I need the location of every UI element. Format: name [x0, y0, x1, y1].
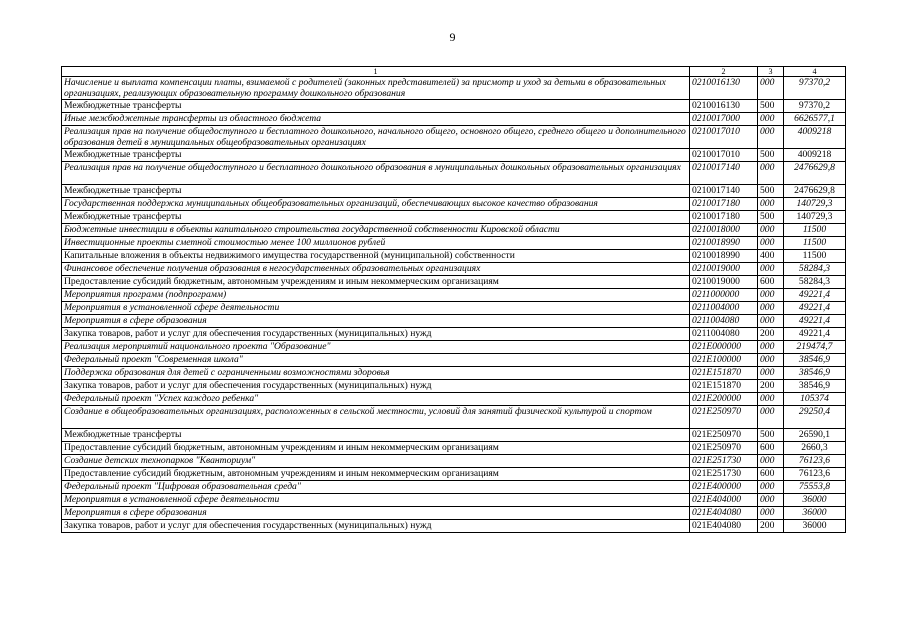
name-cell: Предоставление субсидий бюджетным, автономным учреждениям и иным некоммерческим организациям — [62, 468, 690, 481]
code-cell: 0210017140 — [690, 185, 758, 198]
code-cell: 0210019000 — [690, 276, 758, 289]
code-cell: 021E250970 — [690, 406, 758, 429]
sum-cell: 49221,4 — [784, 315, 846, 328]
name-cell: Мероприятия в установленной сфере деятельности — [62, 302, 690, 315]
name-cell: Реализация мероприятий национального проекта "Образование" — [62, 341, 690, 354]
name-cell: Межбюджетные трансферты — [62, 211, 690, 224]
code-cell: 0210017180 — [690, 211, 758, 224]
sum-cell: 36000 — [784, 507, 846, 520]
code-cell: 021E400000 — [690, 481, 758, 494]
table-row — [62, 429, 846, 442]
name-cell: Межбюджетные трансферты — [62, 429, 690, 442]
sum-cell: 4009218 — [784, 149, 846, 162]
table-row — [62, 237, 846, 250]
code-cell: 0211000000 — [690, 289, 758, 302]
sum-cell: 58284,3 — [784, 263, 846, 276]
kvr-cell: 500 — [758, 185, 784, 198]
kvr-cell: 000 — [758, 393, 784, 406]
budget-table — [61, 66, 846, 533]
name-cell: Финансовое обеспечение получения образования в негосударственных образовательных организациях — [62, 263, 690, 276]
code-cell: 021E200000 — [690, 393, 758, 406]
sum-cell: 29250,4 — [784, 406, 846, 429]
name-cell: Создание детских технопарков "Кванториум" — [62, 455, 690, 468]
kvr-cell: 400 — [758, 250, 784, 263]
sum-cell: 2476629,8 — [784, 162, 846, 185]
sum-cell: 11500 — [784, 237, 846, 250]
code-cell: 021E151870 — [690, 380, 758, 393]
header-row — [62, 67, 846, 77]
table-row — [62, 149, 846, 162]
name-cell: Закупка товаров, работ и услуг для обеспечения государственных (муниципальных) нужд — [62, 520, 690, 533]
sum-cell: 140729,3 — [784, 198, 846, 211]
code-cell: 0210017010 — [690, 126, 758, 149]
sum-cell: 36000 — [784, 520, 846, 533]
code-cell: 0210018990 — [690, 250, 758, 263]
kvr-cell: 000 — [758, 77, 784, 100]
code-cell: 021E000000 — [690, 341, 758, 354]
sum-cell: 6626577,1 — [784, 113, 846, 126]
sum-cell: 97370,2 — [784, 100, 846, 113]
kvr-cell: 600 — [758, 276, 784, 289]
kvr-cell: 600 — [758, 442, 784, 455]
table-row — [62, 380, 846, 393]
code-cell: 021E404080 — [690, 507, 758, 520]
header-cell-name: 1 — [62, 67, 690, 77]
code-cell: 0211004080 — [690, 315, 758, 328]
code-cell: 0211004080 — [690, 328, 758, 341]
code-cell: 0210017000 — [690, 113, 758, 126]
table-row — [62, 520, 846, 533]
table-row — [62, 367, 846, 380]
kvr-cell: 000 — [758, 224, 784, 237]
name-cell: Федеральный проект "Современная школа" — [62, 354, 690, 367]
table-row — [62, 276, 846, 289]
code-cell: 0210018990 — [690, 237, 758, 250]
kvr-cell: 200 — [758, 328, 784, 341]
table-row — [62, 354, 846, 367]
sum-cell: 38546,9 — [784, 367, 846, 380]
table-row — [62, 455, 846, 468]
header-cell-code: 2 — [690, 67, 758, 77]
table-row — [62, 494, 846, 507]
code-cell: 021E251730 — [690, 468, 758, 481]
sum-cell: 49221,4 — [784, 328, 846, 341]
table-row — [62, 250, 846, 263]
sum-cell: 2660,3 — [784, 442, 846, 455]
kvr-cell: 500 — [758, 100, 784, 113]
page-number: 9 — [449, 30, 456, 44]
code-cell: 0210017180 — [690, 198, 758, 211]
table-row — [62, 100, 846, 113]
sum-cell: 76123,6 — [784, 468, 846, 481]
table-body — [62, 77, 846, 533]
code-cell: 0210018000 — [690, 224, 758, 237]
table-row — [62, 224, 846, 237]
table-row — [62, 507, 846, 520]
sum-cell: 36000 — [784, 494, 846, 507]
kvr-cell: 000 — [758, 113, 784, 126]
kvr-cell: 000 — [758, 367, 784, 380]
sum-cell: 38546,9 — [784, 354, 846, 367]
sum-cell: 58284,3 — [784, 276, 846, 289]
table-row — [62, 481, 846, 494]
sum-cell: 11500 — [784, 224, 846, 237]
kvr-cell: 200 — [758, 380, 784, 393]
table-row — [62, 468, 846, 481]
sum-cell: 49221,4 — [784, 289, 846, 302]
name-cell: Предоставление субсидий бюджетным, автономным учреждениям и иным некоммерческим организациям — [62, 276, 690, 289]
name-cell: Закупка товаров, работ и услуг для обеспечения государственных (муниципальных) нужд — [62, 328, 690, 341]
kvr-cell: 500 — [758, 211, 784, 224]
sum-cell: 38546,9 — [784, 380, 846, 393]
name-cell: Федеральный проект "Цифровая образовательная среда" — [62, 481, 690, 494]
sum-cell: 11500 — [784, 250, 846, 263]
sum-cell: 219474,7 — [784, 341, 846, 354]
code-cell: 0210019000 — [690, 263, 758, 276]
table-row — [62, 162, 846, 185]
name-cell: Мероприятия в установленной сфере деятельности — [62, 494, 690, 507]
code-cell: 021E151870 — [690, 367, 758, 380]
kvr-cell: 000 — [758, 406, 784, 429]
name-cell: Государственная поддержка муниципальных общеобразовательных организаций, обеспечивающих высокое качество образования — [62, 198, 690, 211]
kvr-cell: 000 — [758, 126, 784, 149]
sum-cell: 97370,2 — [784, 77, 846, 100]
name-cell: Межбюджетные трансферты — [62, 100, 690, 113]
kvr-cell: 500 — [758, 429, 784, 442]
name-cell: Начисление и выплата компенсации платы, взимаемой с родителей (законных представителей) за присмотр и уход за детьми в образовательных организациях, реализующих образовательную программу дошкольного образования — [62, 77, 690, 100]
table-row — [62, 393, 846, 406]
code-cell: 021E250970 — [690, 429, 758, 442]
table-row — [62, 185, 846, 198]
sum-cell: 49221,4 — [784, 302, 846, 315]
code-cell: 0210017010 — [690, 149, 758, 162]
code-cell: 0210017140 — [690, 162, 758, 185]
kvr-cell: 000 — [758, 302, 784, 315]
kvr-cell: 500 — [758, 149, 784, 162]
code-cell: 0211004000 — [690, 302, 758, 315]
sum-cell: 140729,3 — [784, 211, 846, 224]
name-cell: Мероприятия программ (подпрограмм) — [62, 289, 690, 302]
kvr-cell: 000 — [758, 237, 784, 250]
kvr-cell: 200 — [758, 520, 784, 533]
name-cell: Инвестиционные проекты сметной стоимостью менее 100 миллионов рублей — [62, 237, 690, 250]
table-row — [62, 341, 846, 354]
name-cell: Мероприятия в сфере образования — [62, 315, 690, 328]
code-cell: 021E100000 — [690, 354, 758, 367]
code-cell: 021E404080 — [690, 520, 758, 533]
kvr-cell: 000 — [758, 481, 784, 494]
kvr-cell: 000 — [758, 162, 784, 185]
kvr-cell: 000 — [758, 341, 784, 354]
name-cell: Мероприятия в сфере образования — [62, 507, 690, 520]
kvr-cell: 000 — [758, 354, 784, 367]
table-row — [62, 113, 846, 126]
kvr-cell: 000 — [758, 507, 784, 520]
kvr-cell: 600 — [758, 468, 784, 481]
kvr-cell: 000 — [758, 263, 784, 276]
sum-cell: 2476629,8 — [784, 185, 846, 198]
table-row — [62, 198, 846, 211]
code-cell: 0210016130 — [690, 77, 758, 100]
name-cell: Федеральный проект "Успех каждого ребенка" — [62, 393, 690, 406]
name-cell: Иные межбюджетные трансферты из областного бюджета — [62, 113, 690, 126]
header-cell-kvr: 3 — [758, 67, 784, 77]
name-cell: Создание в общеобразовательных организациях, расположенных в сельской местности, условий для занятий физической культурой и спортом — [62, 406, 690, 429]
table-row — [62, 302, 846, 315]
kvr-cell: 000 — [758, 198, 784, 211]
table-row — [62, 126, 846, 149]
table-row — [62, 289, 846, 302]
table-row — [62, 263, 846, 276]
code-cell: 0210016130 — [690, 100, 758, 113]
name-cell: Межбюджетные трансферты — [62, 149, 690, 162]
name-cell: Бюджетные инвестиции в объекты капитального строительства государственной собственности Кировской области — [62, 224, 690, 237]
sum-cell: 75553,8 — [784, 481, 846, 494]
sum-cell: 4009218 — [784, 126, 846, 149]
code-cell: 021E251730 — [690, 455, 758, 468]
sum-cell: 105374 — [784, 393, 846, 406]
header-cell-sum: 4 — [784, 67, 846, 77]
name-cell: Реализация прав на получение общедоступного и бесплатного дошкольного образования в муниципальных дошкольных образовательных организациях — [62, 162, 690, 185]
code-cell: 021E404000 — [690, 494, 758, 507]
code-cell: 021E250970 — [690, 442, 758, 455]
name-cell: Закупка товаров, работ и услуг для обеспечения государственных (муниципальных) нужд — [62, 380, 690, 393]
table-row — [62, 328, 846, 341]
name-cell: Поддержка образования для детей с ограниченными возможностями здоровья — [62, 367, 690, 380]
sum-cell: 76123,6 — [784, 455, 846, 468]
table-row — [62, 315, 846, 328]
table-row — [62, 77, 846, 100]
name-cell: Межбюджетные трансферты — [62, 185, 690, 198]
table-row — [62, 442, 846, 455]
name-cell: Капитальные вложения в объекты недвижимого имущества государственной (муниципальной) собственности — [62, 250, 690, 263]
kvr-cell: 000 — [758, 455, 784, 468]
kvr-cell: 000 — [758, 289, 784, 302]
sum-cell: 26590,1 — [784, 429, 846, 442]
table-row — [62, 406, 846, 429]
name-cell: Предоставление субсидий бюджетным, автономным учреждениям и иным некоммерческим организациям — [62, 442, 690, 455]
kvr-cell: 000 — [758, 315, 784, 328]
table-row — [62, 211, 846, 224]
name-cell: Реализация прав на получение общедоступного и бесплатного дошкольного, начального общего, основного общего, среднего общего и дополнительного образования детей в муниципальных общеобразовательных организациях — [62, 126, 690, 149]
kvr-cell: 000 — [758, 494, 784, 507]
